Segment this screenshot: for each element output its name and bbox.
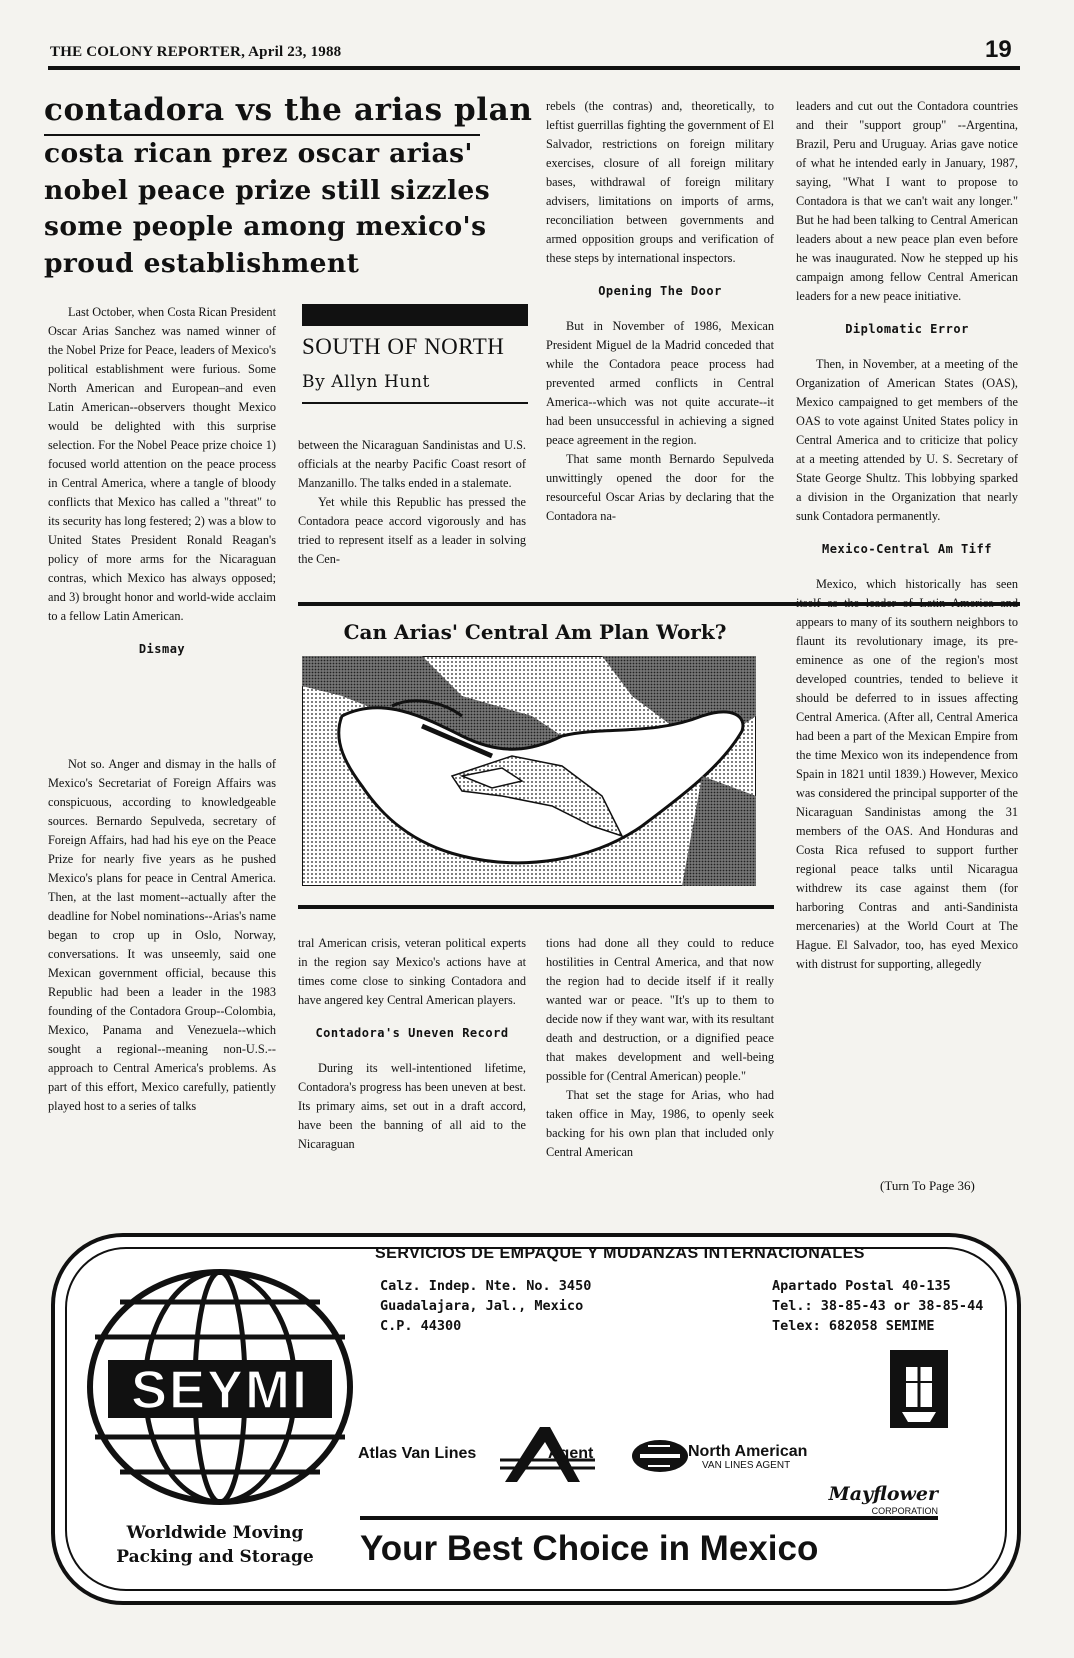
subhead-opening-door: Opening The Door: [598, 284, 722, 298]
paragraph: tions had done all they could to reduce hostilities in Central America, and that now the region had to decide itself if it really wanted war or peace. "It's up to them to decide now if they want war, with its resultant death and destruction, or a dignified peace that makes development and well-being possible for (Central American) people.": [546, 936, 774, 1083]
column-2-top: [298, 436, 526, 569]
column-header-bar: [302, 304, 528, 326]
paragraph: rebels (the contras) and, theoretically, to leftist guerrillas fighting the government of El Salvador, restrictions on foreign military exercises, closure of all foreign military bases, withdrawal of foreign military advisers, limitations on imports of arms, reconciliation between governments and armed opposition groups and verification of these steps by international inspectors.: [546, 99, 774, 265]
column-1-bottom: [48, 755, 276, 1116]
map-title: Can Arias' Central Am Plan Work?: [343, 620, 727, 644]
box-rule-bottom: [298, 905, 774, 909]
paragraph: between the Nicaraguan Sandinistas and U.S. officials at the nearby Pacific Coast resort of Manzanillo. The talks ended in a stalemate.: [298, 438, 526, 490]
page-number: 19: [985, 36, 1012, 63]
north-american-sub: VAN LINES AGENT: [702, 1460, 791, 1471]
column-2-bottom: [298, 934, 526, 1154]
atlas-van-lines: Atlas Van Lines: [358, 1445, 477, 1462]
brand-logotype: SEYMI: [130, 1360, 310, 1420]
main-headline: costa rican prez oscar arias' nobel peace prize still sizzles some people among mexico's proud establishment: [44, 138, 491, 279]
paragraph: tral American crisis, veteran political experts in the region say Mexico's actions have at times come close to sinking Contadora and have angered key Central American players.: [298, 936, 526, 1007]
worldwide-moving: Worldwide Moving: [126, 1523, 304, 1543]
mayflower-corporation: CORPORATION: [871, 1506, 938, 1516]
column-1-top: [48, 303, 276, 675]
subhead-dismay: Dismay: [138, 642, 186, 656]
column-name: SOUTH OF NORTH: [302, 334, 505, 359]
column-3-bottom: [546, 934, 774, 1162]
subhead-uneven-record: Contadora's Uneven Record: [315, 1026, 509, 1040]
column-4: [796, 97, 1018, 974]
jump-line: (Turn To Page 36): [880, 1178, 975, 1193]
paragraph: leaders and cut out the Contadora countries and their "support group" --Argentina, Brazil, Peru and Uruguay. Arias gave notice of what he intended early in January, 1987, saying, "What I want to propose to Contadora is that we can't wait any longer." But he had been talking to Central American leaders about a new peace plan even before he was inaugurated. Now he stepped up his campaign among fellow Central American leaders for a new peace initiative.: [796, 99, 1018, 303]
dove-map-illustration: [302, 656, 756, 886]
box-rule-top: [298, 602, 1020, 606]
paragraph: Then, in November, at a meeting of the Organization of American States (OAS), Mexico campaigned to get members of the OAS to vote against United States policy in Central America and to criticize that policy at a meeting attended by U. S. Secretary of State George Shultz. This lobbying sparked a division in the Organization that nearly sunk Contadora permanently.: [796, 357, 1018, 523]
paragraph: Yet while this Republic has pressed the Contadora peace accord vigorously and has tried to represent itself as a leader in solving the Cen-: [298, 495, 526, 566]
north-american-logo-icon: [632, 1440, 688, 1472]
paragraph: Mexico, which historically has seen appears to many of its southern neighbors to flaunt its revolutionary image, its pre-eminence as one of the region's most developed countries, tended to believe it should be deferred to in issues affecting Central America. (After all, Central America had been a part of the Mexican Empire from the time Mexico won its independence from Spain in 1821 until 1839.) However, Mexico was considered the principal supporter of the Nicaraguan Sandinistas among the 31 members of the OAS. And Honduras and Costa Rica refused to support further regional peace talks until Nicaragua withdrew its case against them (for harboring Contras and anti-Sandinista mercenaries) at the World Court at The Hague. El Salvador, too, has eyed Mexico with distrust for supporting, allegedly: [796, 577, 1018, 971]
ad-address-2: Guadalajara, Jal., Mexico: [380, 1298, 584, 1314]
seymi-advertisement: [50, 1232, 1022, 1606]
byline-rule: [302, 402, 528, 404]
ad-company: SERVICIOS DE EMPAQUE Y MUDANZAS INTERNACIONALES: [375, 1245, 865, 1262]
paragraph: That same month Bernardo Sepulveda unwittingly opened the door for the resourceful Oscar Arias by declaring that the Contadora na-: [546, 452, 774, 523]
byline: By Allyn Hunt: [302, 372, 430, 392]
north-american-name: North American: [688, 1443, 808, 1460]
subhead-diplomatic-error: Diplomatic Error: [845, 322, 969, 336]
ad-telephone: Tel.: 38-85-43 or 38-85-44: [772, 1298, 984, 1314]
column-3-top: [546, 97, 774, 526]
atlas-agent: Agent: [548, 1445, 594, 1462]
kicker-headline: contadora vs the arias plan: [44, 92, 533, 128]
paragraph: But in November of 1986, Mexican President Miguel de la Madrid conceded that while the Contadora peace process had prevented armed conflicts in Central America--which was not quite accurate--it had been unsuccessful in achieving a signed peace agreement in the region.: [546, 319, 774, 447]
mayflower-ship-icon: [890, 1350, 948, 1428]
paragraph: During its well-intentioned lifetime, Contadora's progress has been uneven at best. Its primary aims, set out in a draft accord, have been the banning of all aid to the Nicaraguan: [298, 1061, 526, 1151]
paragraph: That set the stage for Arias, who had taken office in May, 1986, to openly seek backing for his own plan that included only Central American: [546, 1088, 774, 1159]
running-head: THE COLONY REPORTER, April 23, 1988: [50, 44, 342, 60]
ad-postal-box: Apartado Postal 40-135: [772, 1278, 951, 1294]
ad-address-1: Calz. Indep. Nte. No. 3450: [380, 1278, 592, 1294]
paragraph: Not so. Anger and dismay in the halls of Mexico's Secretariat of Foreign Affairs was conspicuous, according to knowledgeable sources. Bernardo Sepulveda, secretary of Foreign Affairs, had had his eye on the Peace Prize for nearly five years as he pushed Mexico's plans for peace in Central America. Then, at the last moment--actually after the deadline for Nobel nominations--Arias's name began to crop up in Oslo, Norway, conversations. It was unseemly, said one Mexican government official, because this Republic had been a leader in the 1983 founding of the Contadora Group--Colombia, Mexico, Panama and Venezuela--which sought a regional--meaning non-U.S.--approach to Central America's problems. As part of this effort, Mexico carefully, patiently played host to a series of talks: [48, 757, 276, 1113]
ad-telex: Telex: 682058 SEMIME: [772, 1318, 935, 1334]
mayflower-wordmark: Mayflower: [828, 1483, 938, 1505]
ad-address-3: C.P. 44300: [380, 1318, 462, 1334]
subhead-mexico-tiff: Mexico-Central Am Tiff: [822, 542, 992, 556]
packing-storage: Packing and Storage: [116, 1547, 314, 1567]
header-rule: [48, 66, 1020, 70]
paragraph: Last October, when Costa Rican President Oscar Arias Sanchez was named winner of the Nobel Prize for Peace, leaders of Mexico's political establishment were furious. Some North American and European–and even Latin American--observers thought Mexico would be delighted with this surprise selection. For the Nobel Peace prize choice 1) focused world attention on the peace process in Central America, where a tangle of bloody conflicts that Mexico has called a "threat" to its security has long festered; 2) was a blow to United States President Ronald Reagan's policy of more arms for the Nicaraguan contras, which Mexico has always opposed; and 3) brought honor and world-wide acclaim to a fellow Latin American.: [48, 305, 276, 623]
ad-slogan: Your Best Choice in Mexico: [360, 1529, 819, 1568]
